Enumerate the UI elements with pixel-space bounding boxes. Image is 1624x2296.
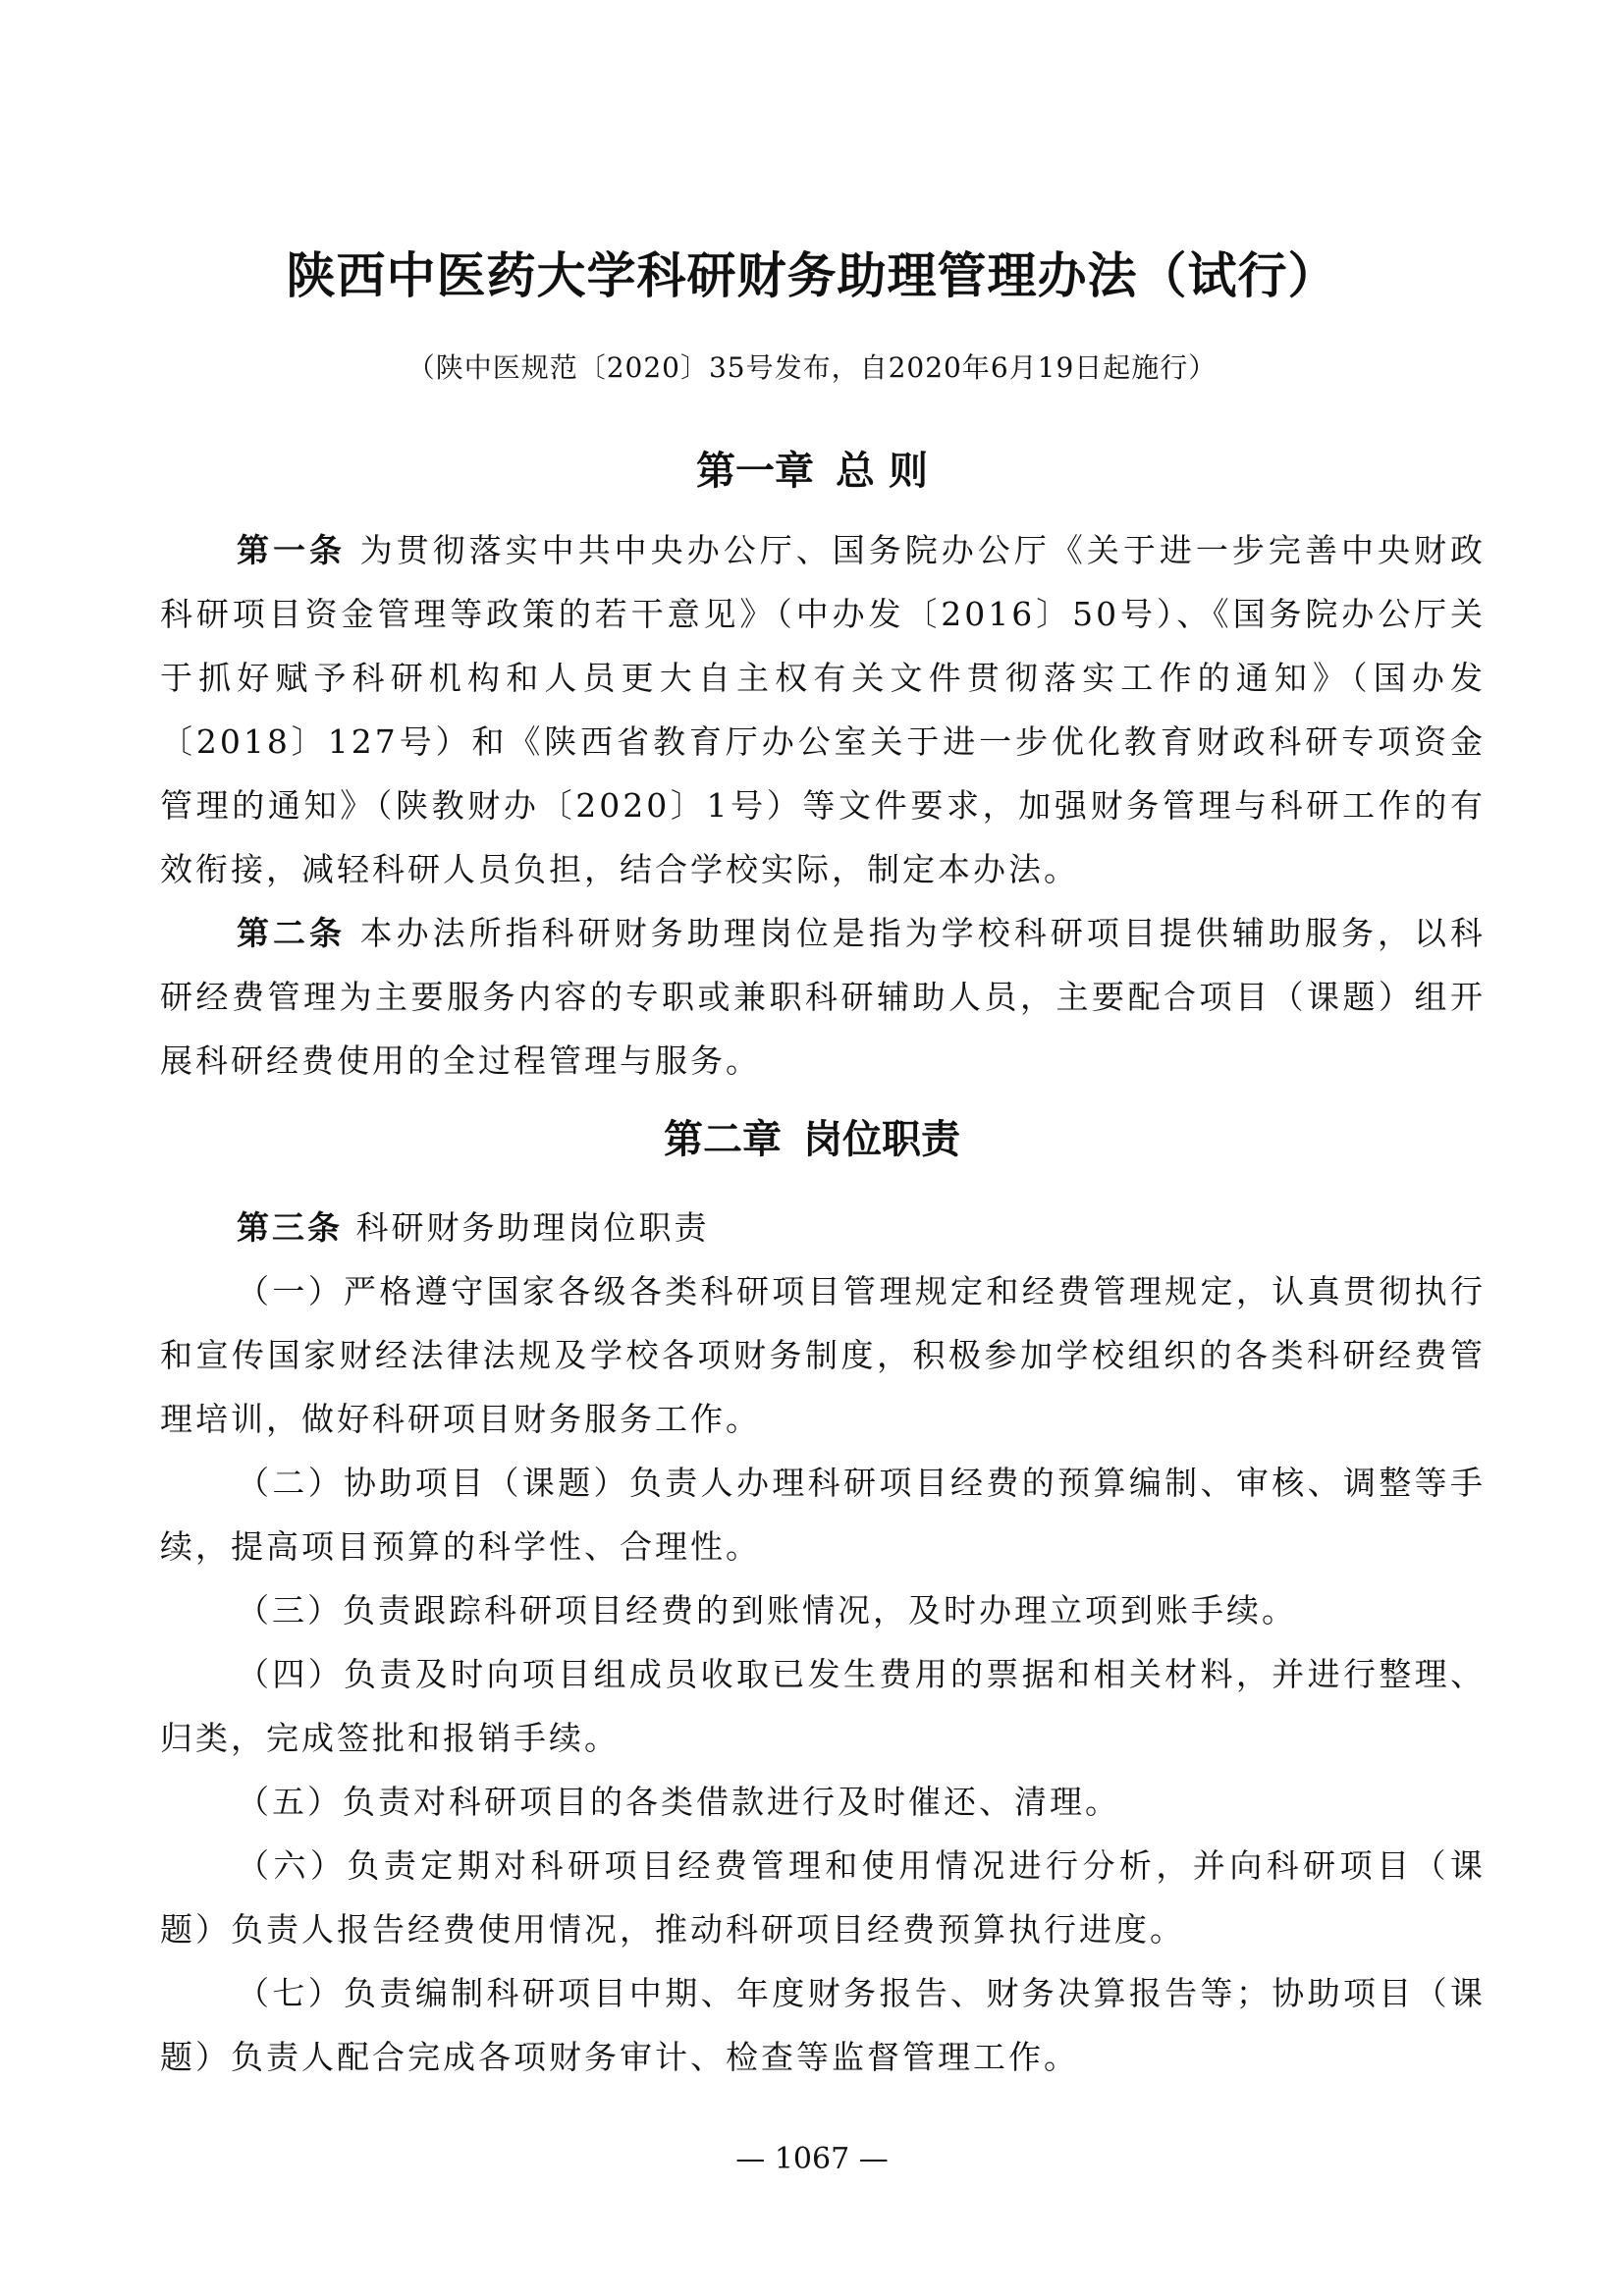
article-3-lead: 第三条 xyxy=(237,1208,343,1247)
duty-item-2: （二）协助项目（课题）负责人办理科研项目经费的预算编制、审核、调整等手续，提高项目预算的科学性、合理性。 xyxy=(160,1464,1486,1566)
chapter-heading-1 xyxy=(157,444,1467,499)
document-subtitle: （陕中医规范〔2020〕35号发布，自2020年6月19日起施行） xyxy=(406,351,1218,384)
chapter-2-prefix: 第二章 xyxy=(664,1117,782,1162)
article-1-text: 为贯彻落实中共中央办公厅、国务院办公厅《关于进一步完善中央财政科研项目资金管理等政策的若干意见》（中办发〔2016〕50号）、《国务院办公厅关于抓好赋予科研机构和人员更大自主权有关文件贯彻落实工作的通知》（国办发〔2018〕127号）和《陕西省教育厅办公室关于进一步优化教育财政科研专项资金管理的通知》（陕教财办〔2020〕1号）等文件要求，加强财务管理与科研工作的有效衔接，减轻科研人员负担，结合学校实际，制定本办法。 xyxy=(160,531,1487,888)
article-1-lead: 第一条 xyxy=(237,531,347,569)
duty-item-4: （四）负责及时向项目组成员收取已发生费用的票据和相关材料，并进行整理、归类，完成签批和报销手续。 xyxy=(160,1655,1486,1757)
chapter-2-name: 岗位职责 xyxy=(803,1117,960,1162)
chapter-heading-2 xyxy=(157,1112,1467,1167)
article-2-lead: 第二条 xyxy=(237,914,347,952)
duty-item-7: （七）负责编制科研项目中期、年度财务报告、财务决算报告等；协助项目（课题）负责人配合完成各项财务审计、检查等监督管理工作。 xyxy=(160,1974,1486,2076)
article-3 xyxy=(160,1196,1486,1259)
article-3-text: 科研财务助理岗位职责 xyxy=(355,1208,710,1247)
article-1 xyxy=(160,518,1486,901)
chapter-1-prefix: 第一章 xyxy=(696,449,815,494)
page-number: — 1067 — xyxy=(735,2142,889,2176)
duty-item-3: （三）负责跟踪科研项目经费的到账情况，及时办理立项到账手续。 xyxy=(237,1591,1297,1629)
article-2-text: 本办法所指科研财务助理岗位是指为学校科研项目提供辅助服务，以科研经费管理为主要服务内容的专职或兼职科研辅助人员，主要配合项目（课题）组开展科研经费使用的全过程管理与服务。 xyxy=(160,914,1487,1080)
document-title: 陕西中医药大学科研财务助理管理办法（试行） xyxy=(286,246,1338,304)
chapter-1-name: 总 则 xyxy=(836,449,928,494)
duty-item-5: （五）负责对科研项目的各类借款进行及时催还、清理。 xyxy=(237,1783,1120,1821)
article-2 xyxy=(160,901,1486,1093)
duty-item-6: （六）负责定期对科研项目经费管理和使用情况进行分析，并向科研项目（课题）负责人报告经费使用情况，推动科研项目经费预算执行进度。 xyxy=(160,1846,1486,1949)
duty-item-1: （一）严格遵守国家各级各类科研项目管理规定和经费管理规定，认真贯彻执行和宣传国家财经法律法规及学校各项财务制度，积极参加学校组织的各类科研经费管理培训，做好科研项目财务服务工作。 xyxy=(160,1272,1486,1438)
